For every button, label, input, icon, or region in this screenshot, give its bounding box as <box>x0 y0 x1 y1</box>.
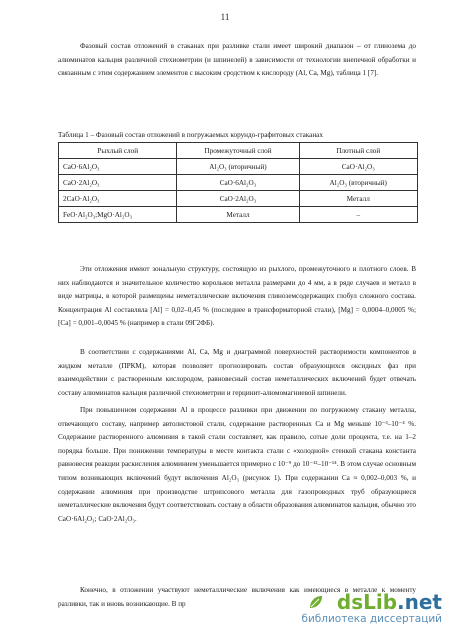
table-header-row <box>59 143 418 159</box>
logo-suffix: .net <box>397 590 442 614</box>
header-cell: Промежуточный слой <box>177 143 299 159</box>
table-cell: Металл <box>299 191 417 207</box>
header-cell: Плотный слой <box>299 143 417 159</box>
table-cell: CaO·6Al₂O₃ <box>177 175 299 191</box>
table-row <box>59 175 418 191</box>
table-cell: CaO·6Al₂O₃ <box>59 159 177 175</box>
table-cell: CaO·Al₂O₃ <box>299 159 417 175</box>
watermark[interactable] <box>252 590 442 630</box>
table-row <box>59 207 418 223</box>
paragraph-3: В соответствии с содержаниями Al, Ca, Mg и диаграммой поверхностей растворимости компонентов в жидком металле (ПРКМ), которая позволяет прогнозировать состав образующихся оксидных фаз при взаимодействии с растворенным кислородом, равновесный состав неметаллических включений будет отвечать составу алюминатов кальция различной стехиометрии и герцинит-алюмомагниевой шпинели. <box>58 348 416 397</box>
table-cell: Al₂O₃ (вторичный) <box>299 175 417 191</box>
header-cell: Рыхлый слой <box>59 143 177 159</box>
table-caption: Таблица 1 – Фазовый состав отложений в погружаемых корундо-графитовых стаканах <box>58 131 323 139</box>
watermark-subtitle: библиотека диссертаций <box>301 613 442 625</box>
watermark-logo <box>337 590 442 614</box>
table-row <box>59 159 418 175</box>
paragraph-1: Фазовый состав отложений в стаканах при разливке стали имеет широкий диапазон – от глинозема до алюминатов кальция различной стехиометрии (и шпинелей) в зависимости от технологии внепечной обработки и связанным с этим содержанием элементов с высоким сродством к кислороду (Al, Ca, Mg), таблица 1 [7]. <box>58 42 416 78</box>
table-cell: 2CaO·Al₂O₃ <box>59 191 177 207</box>
paragraph-2: Эти отложения имеют зональную структуру, состоящую из рыхлого, промежуточного и плотного слоев. В них наблюдаются и значительное количество корольков металла размерами до 4 мм, а в ряде случаев и металл в виде матрицы, в которой размещены неметаллические включения глиноземсодержащих глобул сложного состава. Концентрация Al составляла [Al] = 0,02–0,45 % (последнее в трансформаторной стали), [Mg] = 0,0004–0,0005 %; [Ca] = 0,001–0,0045 % (например в стали 09Г2ФБ). <box>58 265 416 328</box>
table-cell: FeO·Al₂O₃;MgO·Al₂O₃ <box>59 207 177 223</box>
table-cell: CaO·2Al₂O₃ <box>59 175 177 191</box>
page-number: 11 <box>220 12 230 22</box>
table-cell: CaO·2Al₂O₃ <box>177 191 299 207</box>
paragraph-5: Конечно, в отложении участвуют неметаллические включения как имеющиеся в металле к моменту разливки, так и вновь возникающие. В пр <box>58 586 416 608</box>
leaf-icon <box>308 594 324 610</box>
table-cell: Металл <box>177 207 299 223</box>
table-cell: – <box>299 207 417 223</box>
table-row <box>59 191 418 207</box>
table-cell: Al₂O₃ (вторичный) <box>177 159 299 175</box>
logo-main: dsLib <box>336 590 398 614</box>
paragraph-4: При повышенном содержании Al в процессе разливки при движении по погружному стакану металла, отвечающего составу, например автолистовой стали, содержание растворенных Ca и Mg меньше 10⁻³–10⁻⁴ %. Содержание растворенного алюминия в такой стали составляет, как правило, сотые доли процента, т.е. на 1–2 порядка больше. При понижении температуры в месте контакта стали с «холодной» стенкой стакана константа равновесия реакции раскисления алюминием уменьшается примерно с 10⁻⁹ до 10⁻¹²–10⁻¹⁴. В этом случае основным типом возникающих включений будут включения Al₂O₃ (рисунок 1). При содержании Ca ≈ 0,002–0,003 %, и содержании алюминия при производстве штрипсового металла для газопроводных труб образующиеся неметаллические включения будут соответствовать составу в области образования алюминатов кальция, обычно это CaO·6Al₂O₃; CaO·2Al₂O₃. <box>58 406 416 523</box>
phase-table <box>58 142 418 223</box>
